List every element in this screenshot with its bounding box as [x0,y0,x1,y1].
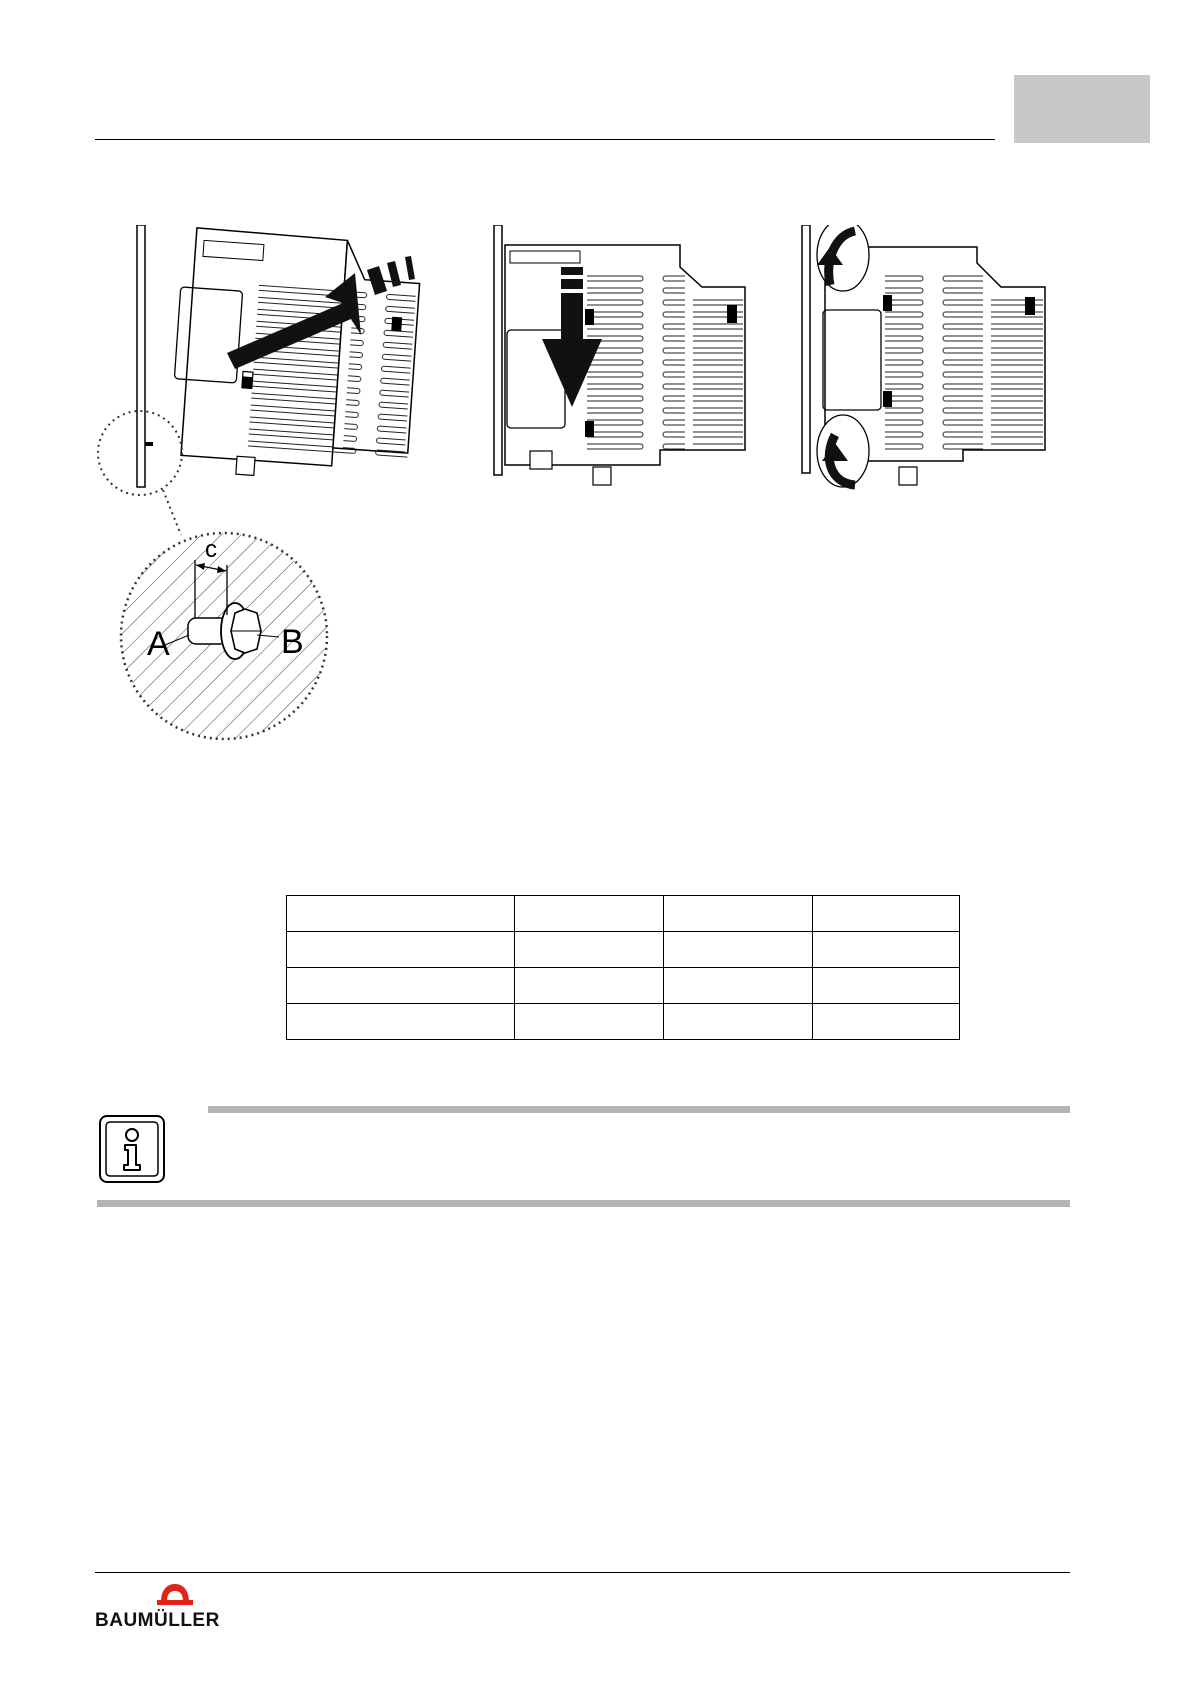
label-c: c [205,536,217,563]
table-cell [287,896,515,932]
table-cell [664,968,813,1004]
footer-rule [95,1572,1070,1573]
mounting-figure [95,225,1095,770]
logo-text: BAUMÜLLER [95,1610,220,1631]
label-b: B [281,623,304,661]
baumueller-logo [95,1582,245,1632]
label-a: A [147,625,170,663]
table-cell [664,896,813,932]
table-cell [664,932,813,968]
info-icon [99,1115,165,1183]
note-bar-bottom [97,1200,1070,1207]
table-cell [515,1004,664,1040]
table-row [287,896,960,932]
table-cell [287,932,515,968]
chapter-tab [1014,75,1150,143]
table-cell [813,896,960,932]
table-cell [287,968,515,1004]
table-row [287,932,960,968]
table-cell [813,1004,960,1040]
table-cell [813,932,960,968]
step-1-drawing [98,225,422,535]
header-rule [95,139,995,140]
table-cell [664,1004,813,1040]
spec-table [286,895,960,1040]
table-row [287,1004,960,1040]
step-3-drawing [802,225,1045,487]
table-cell [515,968,664,1004]
table-cell [287,1004,515,1040]
table-cell [813,968,960,1004]
step-2-drawing [494,225,745,485]
table-cell [515,896,664,932]
table-row [287,968,960,1004]
note-bar-top [208,1106,1070,1113]
detail-circle [121,533,327,739]
table-cell [515,932,664,968]
